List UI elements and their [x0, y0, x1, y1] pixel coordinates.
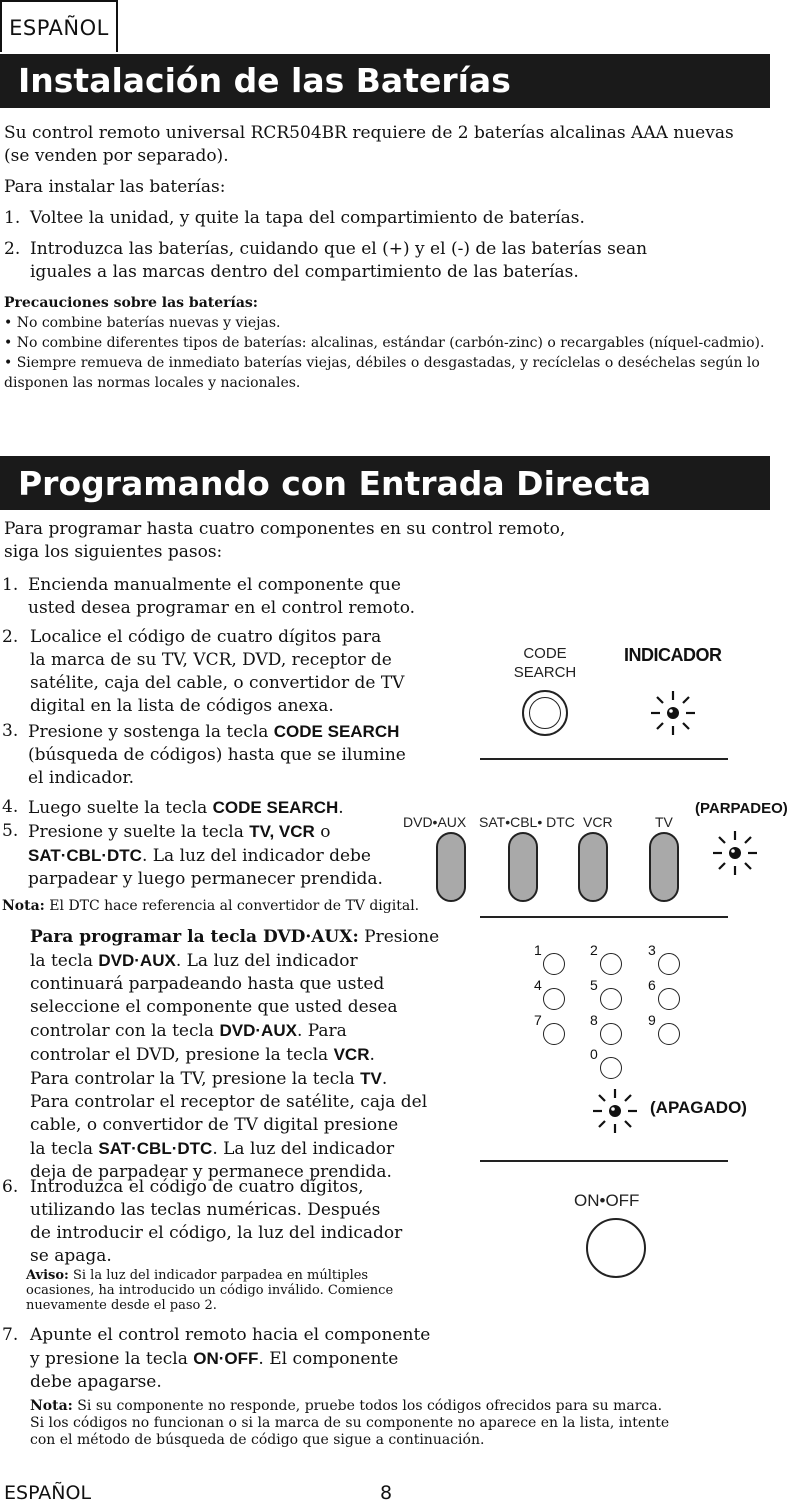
- on-off-button[interactable]: [586, 1218, 646, 1278]
- key-0-button[interactable]: [600, 1057, 622, 1079]
- key-label: 6: [648, 977, 656, 993]
- indicator-led-on: [648, 688, 698, 738]
- key-5-button[interactable]: [600, 988, 622, 1010]
- divider: [480, 1160, 728, 1162]
- dvd-aux-button[interactable]: [436, 832, 466, 902]
- step-3: 3. Presione y sostenga la tecla CODE SEARCH (búsqueda de códigos) hasta que se ilumine el indicador.: [2, 721, 406, 788]
- divider: [480, 758, 728, 760]
- page-number: 8: [380, 1482, 393, 1504]
- batteries-lead: Para instalar las baterías:: [4, 177, 226, 197]
- key-label: 2: [590, 942, 598, 958]
- batteries-section: [4, 122, 764, 284]
- key-7-button[interactable]: [543, 1023, 565, 1045]
- code-search-label: CODE SEARCH: [513, 645, 577, 681]
- indicador-label: INDICADOR: [624, 645, 722, 665]
- programming-intro: Para programar hasta cuatro componentes en su control remoto, siga los siguientes pasos:: [4, 519, 566, 562]
- note-dtc: Nota: El DTC hace referencia al convertidor de TV digital.: [2, 898, 420, 914]
- dvd-aux-label: DVD•AUX: [403, 814, 467, 830]
- batteries-intro: Su control remoto universal RCR504BR requiere de 2 baterías alcalinas AAA nuevas (se venden por separado).: [4, 123, 734, 166]
- key-3-button[interactable]: [658, 953, 680, 975]
- key-4-button[interactable]: [543, 988, 565, 1010]
- note-no-response: Nota: Si su componente no responde, pruebe todos los códigos ofrecidos para su marca. Si los códigos no funcionan o si la marca de su componente no aparece en la lista, intente con el método de búsqueda de código que sigue a continuación.: [30, 1398, 670, 1448]
- code-search-button-ring: [529, 697, 561, 729]
- aviso-note: Aviso: Si la luz del indicador parpadea en múltiples ocasiones, ha introducido un código inválido. Comience nuevamente desde el paso 2.: [26, 1268, 394, 1313]
- apagado-label: (APAGADO): [650, 1098, 747, 1117]
- programming-steps: [2, 574, 442, 891]
- key-label: 1: [534, 942, 542, 958]
- key-8-button[interactable]: [600, 1023, 622, 1045]
- key-2-button[interactable]: [600, 953, 622, 975]
- step-7: 7. Apunte el control remoto hacia el componente y presione la tecla ON·OFF. El componente debe apagarse.: [2, 1325, 431, 1392]
- key-label: 0: [590, 1046, 598, 1062]
- key-label: 5: [590, 977, 598, 993]
- step-1: 1. Encienda manualmente el componente que usted desea programar en el control remoto.: [2, 575, 416, 618]
- key-label: 7: [534, 1012, 542, 1028]
- key-label: 3: [648, 942, 656, 958]
- precautions-title: Precauciones sobre las baterías:: [4, 295, 258, 311]
- step-5: 5. Presione y suelte la tecla TV, VCR o SAT·CBL·DTC. La luz del indicador debe parpadear y luego permanecer prendida.: [2, 821, 383, 889]
- key-label: 8: [590, 1012, 598, 1028]
- step-2: 2. Localice el código de cuatro dígitos para la marca de su TV, VCR, DVD, receptor de satélite, caja del cable, o convertidor de TV digital en la lista de códigos anexa.: [2, 627, 405, 716]
- sat-cbl-dtc-button[interactable]: [508, 832, 538, 902]
- on-off-label: ON•OFF: [574, 1191, 640, 1210]
- battery-precautions: [4, 293, 774, 393]
- section-title-programming: Programando con Entrada Directa: [0, 456, 770, 510]
- step-6: 6. Introduzca el código de cuatro dígitos, utilizando las teclas numéricas. Después de introducir el código, la luz del indicador se apaga.: [2, 1177, 403, 1266]
- indicator-led-off: [590, 1086, 640, 1136]
- precaution-item: • No combine baterías nuevas y viejas.: [4, 315, 281, 331]
- key-6-button[interactable]: [658, 988, 680, 1010]
- precaution-item: disponen las normas locales y nacionales.: [4, 375, 301, 391]
- precaution-item: • Siempre remueva de inmediato baterías viejas, débiles o desgastadas, y recíclelas o deséchelas según lo: [4, 355, 760, 371]
- key-9-button[interactable]: [658, 1023, 680, 1045]
- dvd-aux-instructions: Para programar la tecla DVD·AUX: Presione la tecla DVD·AUX. La luz del indicador continuará parpadeando hasta que usted seleccione el componente que usted desea controlar con la tecla DVD·AUX. Para controlar el DVD, presione la tecla VCR. Para controlar la TV, presione la tecla TV. Para controlar el receptor de satélite, caja del cable, o convertidor de TV digital presione la tecla SAT·CBL·DTC. La luz del indicador deja de parpadear y permanece prendida.: [30, 927, 440, 1182]
- key-label: 4: [534, 977, 542, 993]
- tv-button[interactable]: [649, 832, 679, 902]
- vcr-label: VCR: [583, 814, 613, 830]
- divider: [480, 916, 728, 918]
- step-4: 4. Luego suelte la tecla CODE SEARCH.: [2, 797, 344, 818]
- language-tab: ESPAÑOL: [0, 0, 118, 52]
- key-1-button[interactable]: [543, 953, 565, 975]
- indicator-led-blinking: [710, 828, 760, 878]
- vcr-button[interactable]: [578, 832, 608, 902]
- precaution-item: • No combine diferentes tipos de baterías: alcalinas, estándar (carbón-zinc) o recargables (níquel-cadmio).: [4, 335, 765, 351]
- battery-step: 1. Voltee la unidad, y quite la tapa del compartimiento de baterías.: [4, 208, 585, 228]
- battery-step: 2. Introduzca las baterías, cuidando que el (+) y el (-) de las baterías sean iguales a las marcas dentro del compartimiento de las baterías.: [4, 239, 648, 282]
- tv-label: TV: [655, 814, 673, 830]
- parpadeo-label: (PARPADEO): [695, 800, 788, 817]
- code-search-button[interactable]: [522, 690, 568, 736]
- footer-language: ESPAÑOL: [4, 1482, 92, 1504]
- key-label: 9: [648, 1012, 656, 1028]
- section-title-batteries: Instalación de las Baterías: [0, 54, 770, 108]
- sat-cbl-dtc-label: SAT•CBL• DTC: [479, 814, 575, 830]
